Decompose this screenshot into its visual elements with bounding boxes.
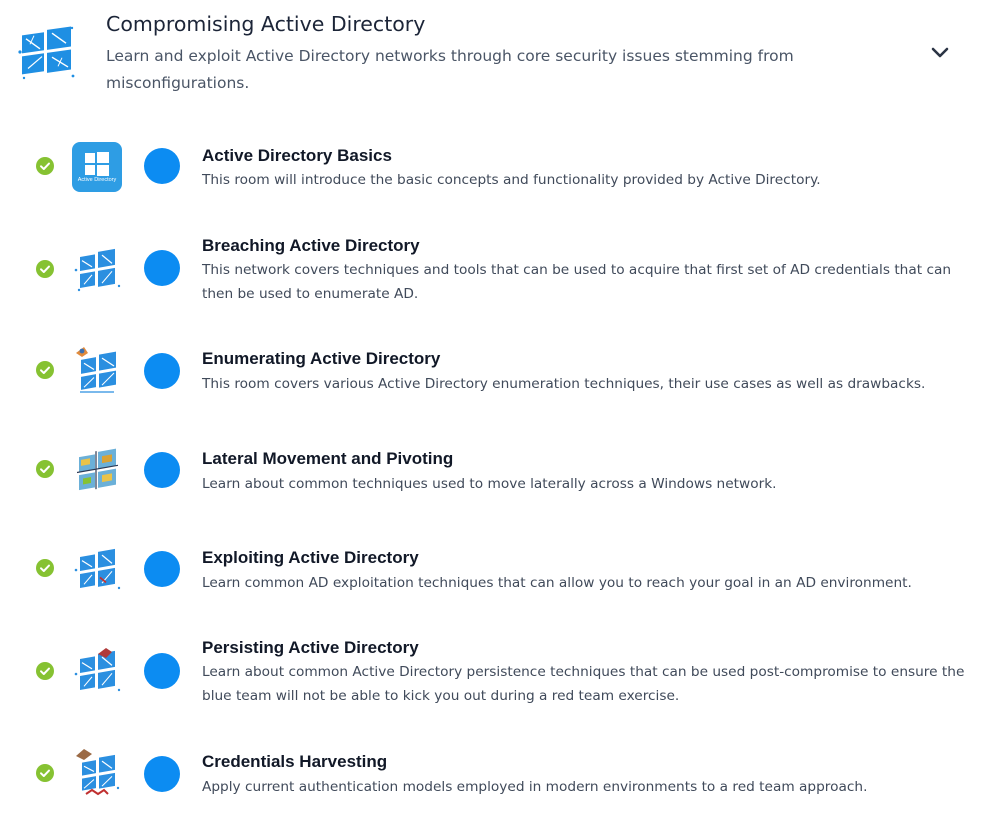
room-description: This room covers various Active Directory enumeration techniques, their use cases as well as drawbacks.: [202, 376, 926, 392]
room-progress-dot: [144, 653, 180, 689]
check-circle-icon: [36, 361, 54, 379]
module-description: Learn and exploit Active Directory networks through core security issues stemming from misconfigurations.: [106, 47, 794, 92]
check-circle-icon: [36, 260, 54, 278]
module-title: Compromising Active Directory: [106, 12, 426, 36]
room-description: Apply current authentication models employed in modern environments to a red team approach.: [202, 779, 868, 795]
room-title[interactable]: Lateral Movement and Pivoting: [202, 449, 454, 468]
room-progress-dot: [144, 353, 180, 389]
check-circle-icon: [36, 764, 54, 782]
room-title[interactable]: Breaching Active Directory: [202, 236, 420, 255]
room-title[interactable]: Enumerating Active Directory: [202, 349, 441, 368]
exploiting-window-icon: [72, 544, 122, 594]
room-description: This network covers techniques and tools that can be used to acquire that first set of AD credentials that can then be used to enumerate AD.: [202, 262, 952, 302]
check-circle-icon: [36, 460, 54, 478]
room-progress-dot: [144, 452, 180, 488]
room-item-exploiting-active-directory[interactable]: [0, 544, 983, 599]
chevron-down-icon[interactable]: [928, 40, 952, 64]
enumerating-window-icon: [72, 345, 122, 395]
check-circle-icon: [36, 662, 54, 680]
room-icon-caption: Active Directory: [77, 177, 117, 183]
room-description: Learn about common techniques used to move laterally across a Windows network.: [202, 476, 777, 492]
room-description: This room will introduce the basic concepts and functionality provided by Active Directory.: [202, 172, 821, 188]
room-title[interactable]: Exploiting Active Directory: [202, 548, 419, 567]
room-description: Learn common AD exploitation techniques that can allow you to reach your goal in an AD environment.: [202, 575, 912, 591]
room-item-persisting-active-directory[interactable]: [0, 636, 983, 708]
breaching-window-icon: [72, 244, 122, 294]
room-progress-dot: [144, 148, 180, 184]
check-circle-icon: [36, 157, 54, 175]
persisting-window-icon: [72, 646, 122, 696]
credentials-harvesting-window-icon: [72, 748, 122, 798]
room-item-enumerating-active-directory[interactable]: [0, 345, 983, 400]
active-directory-module-icon: [16, 22, 76, 82]
room-title[interactable]: Active Directory Basics: [202, 146, 392, 165]
room-title[interactable]: Persisting Active Directory: [202, 638, 419, 657]
room-item-breaching-active-directory[interactable]: [0, 232, 983, 312]
room-progress-dot: [144, 551, 180, 587]
module-header[interactable]: [0, 0, 983, 110]
room-item-lateral-movement-and-pivoting[interactable]: [0, 445, 983, 500]
room-title[interactable]: Credentials Harvesting: [202, 752, 388, 771]
active-directory-room-icon: [72, 142, 122, 192]
lateral-movement-window-icon: [72, 445, 122, 495]
room-item-credentials-harvesting[interactable]: [0, 748, 983, 808]
room-progress-dot: [144, 250, 180, 286]
check-circle-icon: [36, 559, 54, 577]
room-item-active-directory-basics[interactable]: [0, 140, 983, 200]
room-progress-dot: [144, 756, 180, 792]
room-description: Learn about common Active Directory persistence techniques that can be used post-compromise to ensure the blue team will not be able to kick you out during a red team exercise.: [202, 664, 965, 704]
